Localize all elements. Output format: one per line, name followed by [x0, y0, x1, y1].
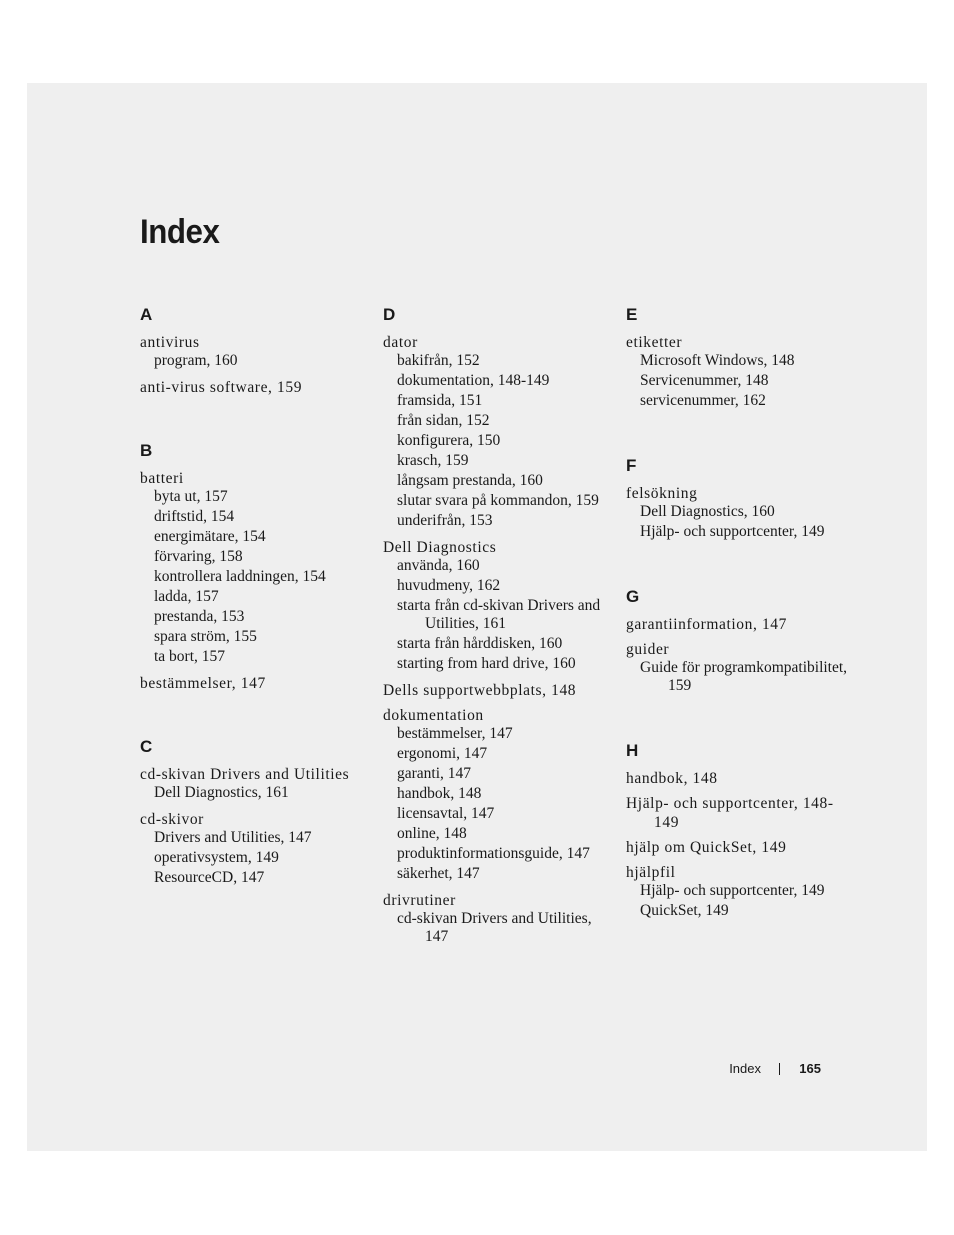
index-term: cd-skivan Drivers and Utilities	[140, 766, 350, 783]
index-entry	[383, 706, 608, 885]
index-subentry: energimätare, 154	[154, 528, 266, 545]
index-term: cd-skivor	[140, 811, 204, 828]
section-letter: F	[626, 456, 637, 475]
index-entry	[626, 863, 851, 922]
index-entry	[140, 810, 365, 889]
section-letter: E	[626, 305, 638, 324]
index-subentry: spara ström, 155	[154, 628, 257, 645]
index-subentry: operativsystem, 149	[154, 849, 279, 866]
index-subentry: QuickSet, 149	[640, 902, 729, 919]
section-letter: H	[626, 741, 639, 760]
index-entry	[140, 469, 365, 668]
index-subentry: online, 148	[397, 825, 467, 842]
index-entry	[626, 615, 851, 634]
index-column-3	[626, 305, 851, 966]
index-term: guider	[626, 641, 670, 658]
index-term: dokumentation	[383, 707, 484, 724]
index-term: Dells supportwebbplats, 148	[383, 682, 577, 699]
index-subentry: huvudmeny, 162	[397, 577, 501, 594]
index-subentry: Hjälp- och supportcenter, 149	[640, 523, 825, 540]
index-subentry: program, 160	[154, 352, 238, 369]
index-term: garantiinformation, 147	[626, 616, 788, 633]
index-column-1	[140, 305, 365, 933]
index-entry	[140, 378, 365, 397]
index-subentry: Hjälp- och supportcenter, 149	[640, 882, 825, 899]
index-entry	[626, 333, 851, 412]
index-entry	[383, 538, 608, 675]
index-subentry: ResourceCD, 147	[154, 869, 265, 886]
index-subentry: starta från cd-skivan Drivers and Utilities, 161	[397, 597, 601, 632]
index-column-2	[383, 305, 608, 992]
index-subentry: kontrollera laddningen, 154	[154, 568, 326, 585]
index-subentry: Servicenummer, 148	[640, 372, 769, 389]
index-subentry: långsam prestanda, 160	[397, 472, 543, 489]
index-entry	[383, 681, 608, 700]
index-subentry: ta bort, 157	[154, 648, 226, 665]
index-section	[140, 305, 365, 397]
index-section	[140, 441, 365, 693]
index-term: felsökning	[626, 485, 698, 502]
index-entry	[626, 838, 851, 857]
index-subentry: dokumentation, 148-149	[397, 372, 550, 389]
page-title: Index	[140, 213, 220, 251]
index-subentry: bakifrån, 152	[397, 352, 480, 369]
index-entry	[383, 333, 608, 532]
footer-separator	[779, 1063, 780, 1075]
section-letter: C	[140, 737, 153, 756]
section-letter: D	[383, 305, 396, 324]
section-letter: G	[626, 587, 640, 606]
index-entry	[140, 765, 365, 804]
index-subentry: slutar svara på kommandon, 159	[397, 492, 599, 509]
index-section	[626, 456, 851, 543]
index-entry	[626, 484, 851, 543]
index-subentry: prestanda, 153	[154, 608, 245, 625]
index-section	[383, 305, 608, 948]
index-entry	[140, 674, 365, 693]
index-term: dator	[383, 334, 418, 351]
index-entry	[626, 640, 851, 697]
index-subentry: bestämmelser, 147	[397, 725, 513, 742]
index-subentry: säkerhet, 147	[397, 865, 480, 882]
index-subentry: licensavtal, 147	[397, 805, 495, 822]
index-subentry: garanti, 147	[397, 765, 472, 782]
index-term: handbok, 148	[626, 770, 718, 787]
section-letter: A	[140, 305, 153, 324]
index-subentry: ladda, 157	[154, 588, 219, 605]
index-subentry: ergonomi, 147	[397, 745, 488, 762]
index-subentry: produktinformationsguide, 147	[397, 845, 590, 862]
index-subentry: Microsoft Windows, 148	[640, 352, 795, 369]
index-section	[626, 587, 851, 697]
index-subentry: driftstid, 154	[154, 508, 235, 525]
page-number: 165	[799, 1061, 821, 1076]
index-subentry: krasch, 159	[397, 452, 469, 469]
index-subentry: Guide för programkompatibilitet, 159	[640, 659, 848, 694]
index-term: drivrutiner	[383, 892, 456, 909]
index-entry	[626, 794, 851, 832]
index-subentry: konfigurera, 150	[397, 432, 501, 449]
section-letter: B	[140, 441, 153, 460]
index-subentry: Drivers and Utilities, 147	[154, 829, 312, 846]
index-section	[140, 737, 365, 889]
index-subentry: Dell Diagnostics, 161	[154, 784, 289, 801]
index-term: etiketter	[626, 334, 683, 351]
index-term: anti-virus software, 159	[140, 379, 303, 396]
index-term: antivirus	[140, 334, 200, 351]
index-subentry: cd-skivan Drivers and Utilities, 147	[397, 910, 592, 945]
index-term: Hjälp- och supportcenter, 148-149	[626, 795, 834, 831]
index-section	[626, 741, 851, 922]
index-subentry: använda, 160	[397, 557, 480, 574]
index-subentry: handbok, 148	[397, 785, 482, 802]
index-term: hjälpfil	[626, 864, 676, 881]
index-subentry: framsida, 151	[397, 392, 483, 409]
index-subentry: underifrån, 153	[397, 512, 493, 529]
index-term: batteri	[140, 470, 184, 487]
index-entry	[626, 769, 851, 788]
index-subentry: byta ut, 157	[154, 488, 228, 505]
index-subentry: Dell Diagnostics, 160	[640, 503, 775, 520]
index-subentry: starta från hårddisken, 160	[397, 635, 563, 652]
index-term: bestämmelser, 147	[140, 675, 266, 692]
index-subentry: från sidan, 152	[397, 412, 490, 429]
index-subentry: servicenummer, 162	[640, 392, 766, 409]
index-term: Dell Diagnostics	[383, 539, 497, 556]
index-section	[626, 305, 851, 412]
index-subentry: förvaring, 158	[154, 548, 243, 565]
index-entry	[140, 333, 365, 372]
index-subentry: starting from hard drive, 160	[397, 655, 576, 672]
index-entry	[383, 891, 608, 948]
index-term: hjälp om QuickSet, 149	[626, 839, 787, 856]
footer-label: Index	[729, 1061, 761, 1076]
page-footer	[700, 1061, 821, 1079]
